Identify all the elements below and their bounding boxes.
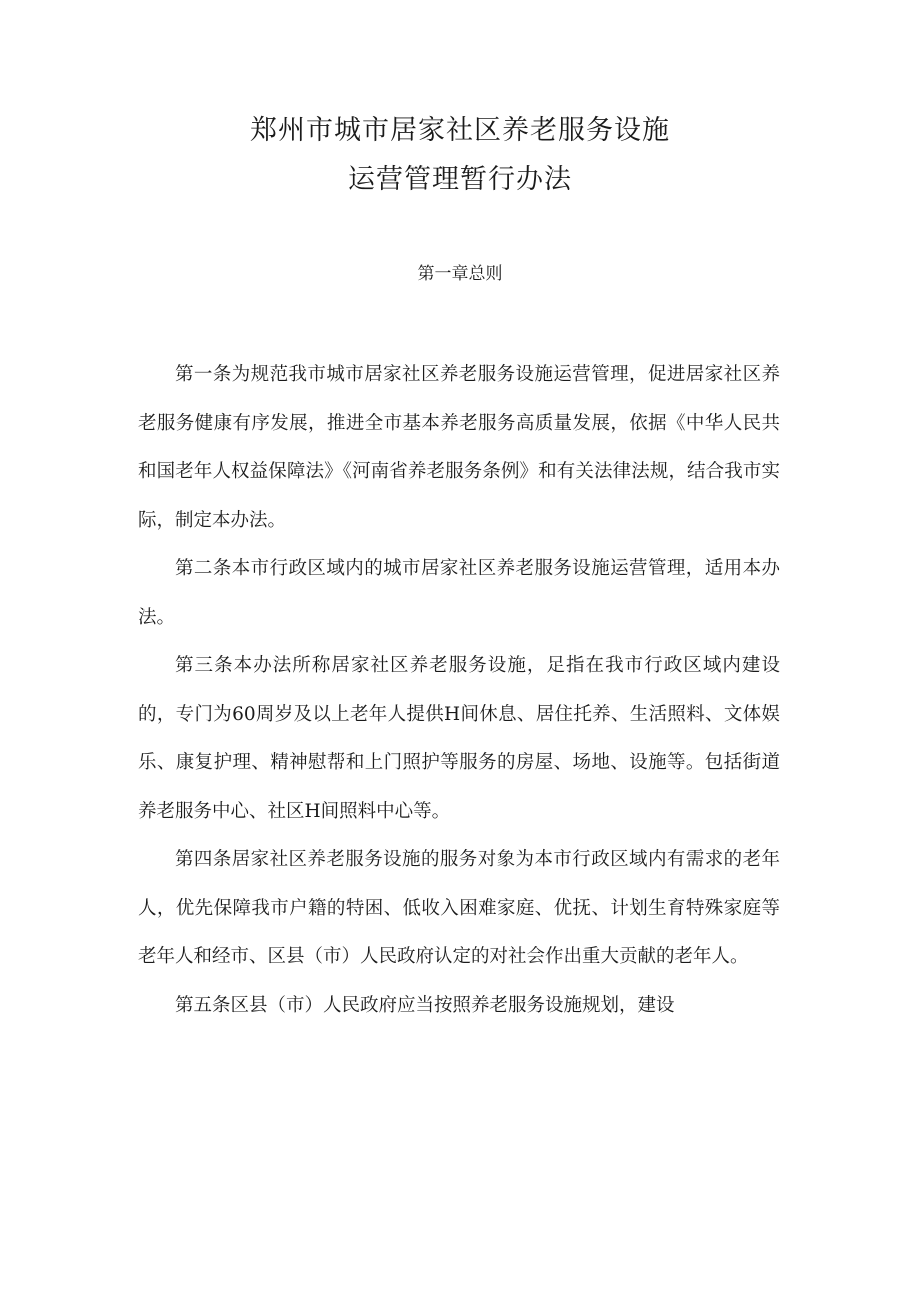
document-title-line-2: 运营管理暂行办法 [348, 164, 572, 195]
article-4: 第四条居家社区养老服务设施的服务对象为本市行政区域内有需求的老年人，优先保障我市户籍的特困、低收入困难家庭、优抚、计划生育特殊家庭等老年人和经市、区县（市）人民政府认定的对社会作出重大贡献的老年人。 [138, 849, 780, 967]
article-5: 第五条区县（市）人民政府应当按照养老服务设施规划，建设 [175, 994, 675, 1016]
chapter-heading: 第一章总则 [417, 264, 503, 284]
document-body [138, 351, 780, 1030]
document-title-line-1: 郑州市城市居家社区养老服务设施 [250, 115, 670, 146]
article-2: 第二条本市行政区域内的城市居家社区养老服务设施运营管理，适用本办法。 [138, 558, 780, 628]
article-3: 第三条本办法所称居家社区养老服务设施，足指在我市行政区域内建设的，专门为60周岁及以上老年人提供H间休息、居住托养、生活照料、文体娱乐、康复护理、精神慰帮和上门照护等服务的房屋、场地、设施等。包括街道养老服务中心、社区H间照料中心等。 [138, 655, 780, 822]
article-1: 第一条为规范我市城市居家社区养老服务设施运营管理，促进居家社区养老服务健康有序发展，推进全市基本养老服务高质量发展，依据《中华人民共和国老年人权益保障法》《河南省养老服务条例》和有关法律法规，结合我市实际，制定本办法。 [138, 364, 780, 531]
